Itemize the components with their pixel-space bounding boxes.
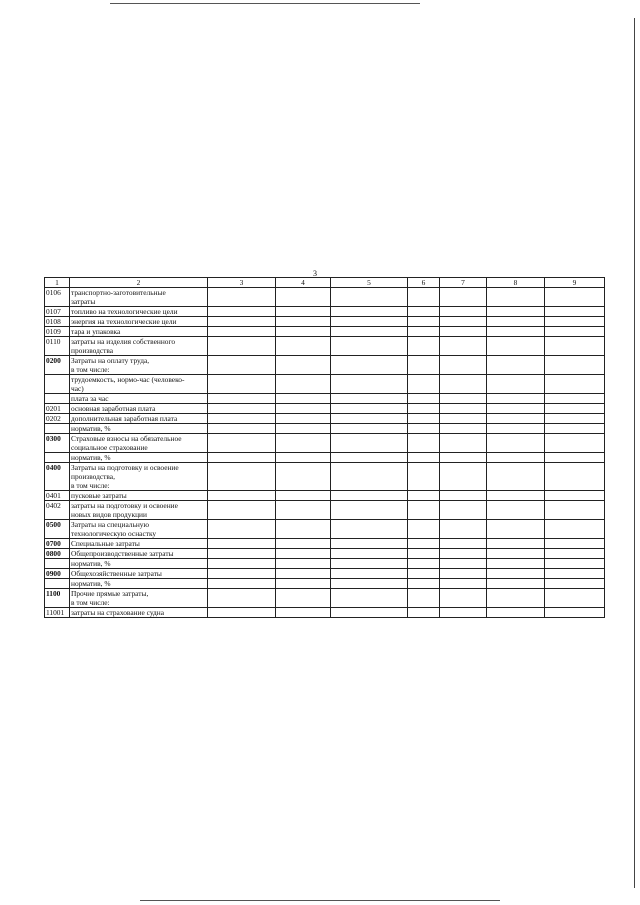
row-code [45,453,70,463]
empty-cell [545,317,605,327]
empty-cell [545,434,605,453]
empty-cell [487,501,545,520]
empty-cell [545,501,605,520]
table-row [45,539,605,549]
empty-cell [440,404,487,414]
empty-cell [276,307,331,317]
empty-cell [276,569,331,579]
row-code: 11001 [45,608,70,618]
empty-cell [408,463,440,491]
empty-cell [331,424,408,434]
empty-cell [331,317,408,327]
empty-cell [545,559,605,569]
row-name [70,559,208,569]
empty-cell [408,539,440,549]
table-row [45,559,605,569]
empty-cell [545,539,605,549]
table-row [45,337,605,356]
empty-cell [487,375,545,394]
empty-cell [545,520,605,539]
table-row [45,424,605,434]
empty-cell [545,394,605,404]
table-row [45,288,605,307]
empty-cell [208,589,276,608]
empty-cell [545,414,605,424]
empty-cell [440,307,487,317]
empty-cell [331,337,408,356]
row-name [70,579,208,589]
empty-cell [440,394,487,404]
table-row [45,327,605,337]
empty-cell [276,463,331,491]
empty-cell [276,608,331,618]
row-name-line: затраты на подготовку и освоение [71,501,178,510]
row-name-line: топливо на технологические цели [71,307,178,316]
empty-cell [208,356,276,375]
row-code: 0108 [45,317,70,327]
empty-cell [408,569,440,579]
empty-cell [331,491,408,501]
table-body [45,288,605,618]
row-code: 0200 [45,356,70,375]
row-code: 0900 [45,569,70,579]
empty-cell [276,549,331,559]
empty-cell [487,491,545,501]
empty-cell [208,453,276,463]
empty-cell [408,434,440,453]
empty-cell [487,608,545,618]
column-header: 3 [208,278,276,288]
row-name-line: Затраты на оплату труда, [71,356,150,365]
empty-cell [276,424,331,434]
row-name-line: норматив, % [71,453,111,462]
empty-cell [208,608,276,618]
empty-cell [276,589,331,608]
row-name [70,327,208,337]
table-row [45,549,605,559]
row-code [45,375,70,394]
row-code: 0402 [45,501,70,520]
empty-cell [331,375,408,394]
empty-cell [408,404,440,414]
empty-cell [545,327,605,337]
row-code: 0400 [45,463,70,491]
empty-cell [208,317,276,327]
row-code: 0500 [45,520,70,539]
table-row [45,375,605,394]
row-code: 0202 [45,414,70,424]
empty-cell [487,317,545,327]
empty-cell [545,463,605,491]
empty-cell [487,539,545,549]
table-row [45,356,605,375]
empty-cell [331,589,408,608]
table-row [45,307,605,317]
empty-cell [208,579,276,589]
row-name [70,549,208,559]
row-name-line: тара и упаковка [71,327,121,336]
empty-cell [545,579,605,589]
row-name-line: транспортно-заготовительные [71,288,166,297]
row-code: 0800 [45,549,70,559]
empty-cell [208,569,276,579]
table-row [45,579,605,589]
empty-cell [408,608,440,618]
empty-cell [440,569,487,579]
empty-cell [408,356,440,375]
scan-edge-bottom [140,900,500,901]
row-name [70,356,208,375]
row-code [45,394,70,404]
empty-cell [208,549,276,559]
empty-cell [208,288,276,307]
empty-cell [545,288,605,307]
row-name-line: норматив, % [71,579,111,588]
empty-cell [331,539,408,549]
empty-cell [440,317,487,327]
empty-cell [276,337,331,356]
empty-cell [487,288,545,307]
empty-cell [487,424,545,434]
empty-cell [408,394,440,404]
empty-cell [276,375,331,394]
row-name [70,491,208,501]
empty-cell [276,327,331,337]
empty-cell [440,520,487,539]
empty-cell [487,569,545,579]
empty-cell [440,327,487,337]
empty-cell [331,463,408,491]
empty-cell [440,414,487,424]
empty-cell [331,608,408,618]
table-row [45,414,605,424]
empty-cell [276,404,331,414]
empty-cell [331,327,408,337]
row-name [70,589,208,608]
row-code: 1100 [45,589,70,608]
empty-cell [487,414,545,424]
empty-cell [440,539,487,549]
empty-cell [487,559,545,569]
empty-cell [208,394,276,404]
empty-cell [276,317,331,327]
empty-cell [331,307,408,317]
row-name-line: технологическую оснастку [71,529,157,538]
empty-cell [545,356,605,375]
row-name-line: производства, [71,472,115,481]
row-name [70,394,208,404]
column-header: 1 [45,278,70,288]
empty-cell [208,463,276,491]
row-code [45,559,70,569]
row-code: 0106 [45,288,70,307]
row-code [45,424,70,434]
empty-cell [408,579,440,589]
empty-cell [331,288,408,307]
cost-table [44,277,605,618]
row-name-line: затраты на страхование судна [71,608,165,617]
row-name [70,404,208,414]
table-row [45,569,605,579]
row-code: 0300 [45,434,70,453]
empty-cell [545,424,605,434]
empty-cell [487,579,545,589]
empty-cell [440,356,487,375]
empty-cell [440,288,487,307]
empty-cell [331,579,408,589]
empty-cell [208,404,276,414]
empty-cell [408,520,440,539]
table-row [45,520,605,539]
empty-cell [208,307,276,317]
empty-cell [408,307,440,317]
empty-cell [545,307,605,317]
empty-cell [276,394,331,404]
empty-cell [487,307,545,317]
empty-cell [440,375,487,394]
empty-cell [545,337,605,356]
empty-cell [440,463,487,491]
row-name [70,307,208,317]
empty-cell [440,549,487,559]
empty-cell [331,559,408,569]
row-name-line: трудоемкость, нормо-час (человеко- [71,375,185,384]
table-row [45,434,605,453]
empty-cell [545,549,605,559]
empty-cell [440,559,487,569]
empty-cell [545,453,605,463]
empty-cell [208,501,276,520]
empty-cell [408,288,440,307]
empty-cell [440,579,487,589]
empty-cell [276,559,331,569]
empty-cell [208,327,276,337]
row-code [45,579,70,589]
row-name-line: Общехозяйственные затраты [71,569,162,578]
row-name-line: в том числе: [71,365,110,374]
empty-cell [545,375,605,394]
scan-edge-right [634,18,635,888]
column-header: 8 [487,278,545,288]
empty-cell [408,491,440,501]
table-row [45,463,605,491]
empty-cell [408,549,440,559]
column-header: 6 [408,278,440,288]
empty-cell [408,453,440,463]
empty-cell [208,434,276,453]
row-name-line: новых видов продукции [71,510,147,519]
row-name [70,414,208,424]
row-name-line: норматив, % [71,559,111,568]
empty-cell [276,453,331,463]
row-name-line: Затраты на специальную [71,520,150,529]
empty-cell [487,394,545,404]
empty-cell [487,356,545,375]
empty-cell [408,559,440,569]
row-name [70,453,208,463]
empty-cell [487,589,545,608]
row-code: 0401 [45,491,70,501]
row-name-line: Затраты на подготовку и освоение [71,463,179,472]
empty-cell [545,569,605,579]
row-name-line: затраты [71,297,96,306]
empty-cell [276,579,331,589]
empty-cell [408,424,440,434]
empty-cell [408,337,440,356]
empty-cell [208,559,276,569]
row-name [70,337,208,356]
empty-cell [276,414,331,424]
empty-cell [276,520,331,539]
empty-cell [545,491,605,501]
empty-cell [487,434,545,453]
column-header: 5 [331,278,408,288]
row-name-line: затраты на изделия собственного [71,337,176,346]
row-name [70,424,208,434]
empty-cell [487,463,545,491]
empty-cell [331,520,408,539]
row-name [70,501,208,520]
empty-cell [331,356,408,375]
row-name-line: основная заработная плата [71,404,156,413]
empty-cell [208,491,276,501]
row-name-line: в том числе: [71,598,110,607]
empty-cell [487,453,545,463]
row-code: 0110 [45,337,70,356]
empty-cell [208,375,276,394]
row-name-line: социальное страхование [71,443,148,452]
empty-cell [276,356,331,375]
scan-edge-top [110,3,420,4]
row-name-line: дополнительная заработная плата [71,414,178,423]
empty-cell [276,501,331,520]
row-name-line: Страховые взносы на обязательное [71,434,182,443]
row-name [70,288,208,307]
empty-cell [331,404,408,414]
column-header: 4 [276,278,331,288]
empty-cell [408,589,440,608]
row-name [70,539,208,549]
empty-cell [331,453,408,463]
header-row [45,278,605,288]
empty-cell [331,501,408,520]
row-name [70,520,208,539]
table-row [45,589,605,608]
empty-cell [276,288,331,307]
row-name-line: пусковые затраты [71,491,127,500]
page-number: 3 [313,269,317,278]
empty-cell [331,434,408,453]
table-row [45,491,605,501]
empty-cell [208,424,276,434]
row-name-line: энергия на технологические цели [71,317,177,326]
empty-cell [276,539,331,549]
column-header: 9 [545,278,605,288]
row-name-line: норматив, % [71,424,111,433]
empty-cell [276,491,331,501]
table-row [45,317,605,327]
row-name [70,434,208,453]
empty-cell [408,327,440,337]
empty-cell [440,424,487,434]
row-name-line: плата за час [71,394,109,403]
empty-cell [408,317,440,327]
empty-cell [440,608,487,618]
empty-cell [408,501,440,520]
empty-cell [208,414,276,424]
empty-cell [331,549,408,559]
empty-cell [487,549,545,559]
empty-cell [487,520,545,539]
empty-cell [331,414,408,424]
table-row [45,453,605,463]
empty-cell [487,404,545,414]
empty-cell [487,337,545,356]
empty-cell [331,569,408,579]
empty-cell [331,394,408,404]
empty-cell [545,589,605,608]
row-code: 0107 [45,307,70,317]
empty-cell [440,501,487,520]
row-code: 0700 [45,539,70,549]
empty-cell [440,589,487,608]
row-name-line: производства [71,346,114,355]
row-name [70,608,208,618]
column-header: 7 [440,278,487,288]
row-code: 0201 [45,404,70,414]
empty-cell [208,520,276,539]
row-name [70,569,208,579]
empty-cell [545,608,605,618]
row-name-line: Общепроизводственные затраты [71,549,174,558]
empty-cell [440,434,487,453]
row-name-line: час) [71,384,84,393]
table-row [45,501,605,520]
row-name-line: в том числе: [71,481,110,490]
empty-cell [440,337,487,356]
table-row [45,608,605,618]
row-name-line: Прочие прямые затраты, [71,589,149,598]
empty-cell [487,327,545,337]
row-name [70,317,208,327]
row-code: 0109 [45,327,70,337]
row-name-line: Специальные затраты [71,539,140,548]
empty-cell [208,539,276,549]
table-row [45,394,605,404]
empty-cell [545,404,605,414]
row-name [70,375,208,394]
empty-cell [276,434,331,453]
empty-cell [408,375,440,394]
column-header: 2 [70,278,208,288]
empty-cell [408,414,440,424]
table-row [45,404,605,414]
row-name [70,463,208,491]
empty-cell [440,453,487,463]
empty-cell [208,337,276,356]
empty-cell [440,491,487,501]
